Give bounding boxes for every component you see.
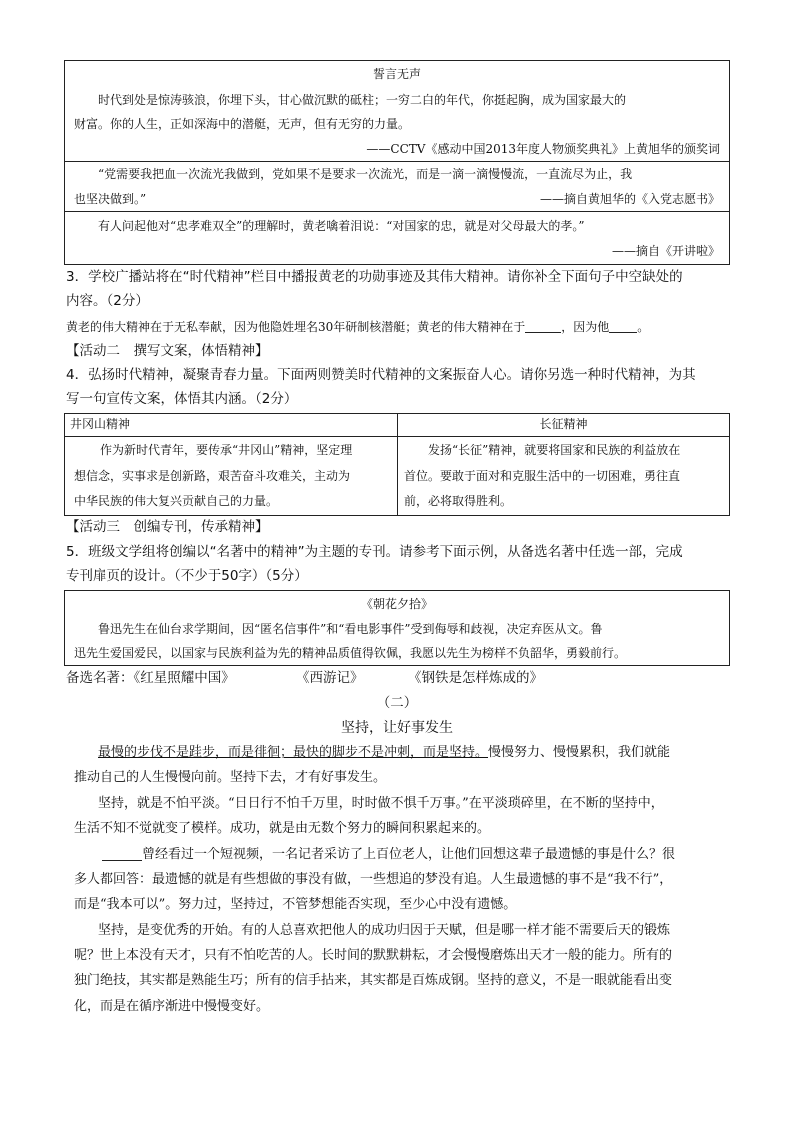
question-3-line2: 内容。（2分）	[66, 293, 149, 309]
answer-text-b: ，因为他	[561, 320, 610, 334]
example-line2: 迅先生爱国爱民，以国家与民族利益为先的精神品质值得钦佩，我愿以先生为榜样不负韶华，勇毅前行。	[74, 646, 627, 660]
quote-para2-line2: 也坚决做到。”	[74, 192, 147, 206]
activity-3-heading: 【活动三 创编专刊，传承精神】	[66, 519, 269, 535]
book-option-3: 《钢铁是怎样炼成的》	[408, 670, 543, 686]
table-col2-line2: 首位。要敢于面对和克服生活中的一切困难，勇往直	[404, 469, 681, 483]
answer-text-c: 。	[637, 320, 650, 334]
article-para3-text: 曾经看过一个短视频，一名记者采访了上百位老人，让他们回想这辈子最遗憾的事是什么？很	[142, 847, 676, 862]
quote-source1: ——CCTV《感动中国2013年度人物颁奖典礼》上黄旭华的颁奖词	[366, 142, 720, 156]
article-para1-line1	[98, 746, 670, 759]
answer-blank-1[interactable]	[525, 320, 561, 333]
quote-source2: ——摘自黄旭华的《入党志愿书》	[539, 192, 720, 206]
quote-box	[64, 60, 730, 265]
article-blank[interactable]	[102, 848, 142, 861]
quote-box-divider-2	[64, 211, 730, 212]
question-4-line2: 写一句宣传文案，体悟其内涵。（2分）	[66, 391, 298, 407]
quote-para1-line1: 时代到处是惊涛骇浪，你埋下头，甘心做沉默的砥柱；一穷二白的年代，你挺起胸，成为国家最大的	[98, 93, 627, 107]
answer-blank-2[interactable]	[609, 320, 637, 333]
article-para3-line1	[102, 848, 675, 861]
question-3-answer	[66, 320, 649, 333]
question-5-line2: 专刊扉页的设计。（不少于50字）（5分）	[66, 568, 308, 584]
article-para1-rest: 慢慢努力、慢慢累积，我们就能	[488, 745, 671, 760]
article-para3-line3: 而是“我本可以”。努力过，坚持过，不管梦想能否实现，至少心中没有遗憾。	[74, 897, 517, 912]
article-para4-line1: 坚持，是变优秀的开始。有的人总喜欢把他人的成功归因于天赋，但是哪一样才能不需要后天的锻炼	[98, 923, 671, 938]
quote-box-title: 誓言无声	[372, 67, 421, 81]
article-para3-line2: 多人都回答：最遗憾的就是有些想做的事没有做，一些想追的梦没有追。人生最遗憾的事不是“我不行”，	[74, 872, 673, 887]
quote-para3-line1: 有人问起他对“忠孝难双全”的理解时，黄老噙着泪说：“对国家的忠，就是对父母最大的孝。”	[98, 219, 585, 233]
article-title: 坚持，让好事发生	[341, 720, 453, 736]
table-header-col1: 井冈山精神	[70, 417, 131, 431]
underlined-sentence: 最慢的步伐不是跬步，而是徘徊；最快的脚步不是冲刺，而是坚持。	[98, 745, 489, 760]
article-para2-line1: 坚持，就是不怕平淡。“日日行不怕千万里，时时做不惧千万事。”在平淡琐碎里，在不断的坚持中，	[98, 796, 664, 811]
book-options-label: 备选名著：《红星照耀中国》	[66, 670, 235, 686]
example-line1: 鲁迅先生在仙台求学期间，因“匿名信事件”和“看电影事件”受到侮辱和歧视，决定弃医从文。鲁	[98, 622, 603, 636]
article-para4-line2: 呢？世上本没有天才，只有不怕吃苦的人。长时间的默默耕耘，才会慢慢磨炼出天才一般的能力。所有的	[74, 948, 673, 963]
table-col1-line2: 想信念，实事求是创新路，艰苦奋斗攻难关，主动为	[74, 469, 351, 483]
activity-2-heading: 【活动二 撰写文案，体悟精神】	[66, 343, 269, 359]
quote-para2-line1: “党需要我把血一次流光我做到，党如果不是要求一次流光，而是一滴一滴慢慢流，一直流尽为止，我	[98, 167, 633, 181]
answer-text-a: 黄老的伟大精神在于无私奉献，因为他隐姓埋名30年研制核潜艇；黄老的伟大精神在于	[66, 320, 526, 334]
example-title: 《朝花夕拾》	[360, 597, 433, 611]
article-para4-line4: 化，而是在循序渐进中慢慢变好。	[74, 999, 270, 1014]
book-option-2: 《西游记》	[296, 670, 364, 686]
table-header-col2: 长征精神	[539, 417, 588, 431]
section-number: （二）	[376, 695, 418, 711]
article-para1-line2: 推动自己的人生慢慢向前。坚持下去，才有好事发生。	[74, 770, 387, 785]
question-3-line1: 3．学校广播站将在“时代精神”栏目中播报黄老的功勋事迹及其伟大精神。请你补全下面句子中空缺处的	[66, 269, 683, 285]
quote-box-divider-1	[64, 161, 730, 162]
quote-source3: ——摘自《开讲啦》	[611, 244, 720, 258]
table-col1-line1: 作为新时代青年，要传承“井冈山”精神，坚定理	[100, 443, 353, 457]
article-para2-line2: 生活不知不觉就变了模样。成功，就是由无数个努力的瞬间积累起来的。	[74, 821, 491, 836]
table-col2-line3: 前，必将取得胜利。	[404, 494, 513, 508]
article-para4-line3: 独门绝技，其实都是熟能生巧；所有的信手拈来，其实都是百炼成钢。坚持的意义，不是一眼就能看出变	[74, 973, 673, 988]
table-col2-line1: 发扬“长征”精神，就要将国家和民族的利益放在	[428, 443, 681, 457]
quote-para1-line2: 财富。你的人生，正如深海中的潜艇，无声，但有无穷的力量。	[74, 117, 411, 131]
question-5-line1: 5．班级文学组将创编以“名著中的精神”为主题的专刊。请参考下面示例，从备选名著中任选一部，完成	[66, 544, 683, 560]
table-col1-line3: 中华民族的伟大复兴贡献自己的力量。	[74, 494, 279, 508]
question-4-line1: 4．弘扬时代精神，凝聚青春力量。下面两则赞美时代精神的文案振奋人心。请你另选一种时代精神，为其	[66, 367, 696, 383]
